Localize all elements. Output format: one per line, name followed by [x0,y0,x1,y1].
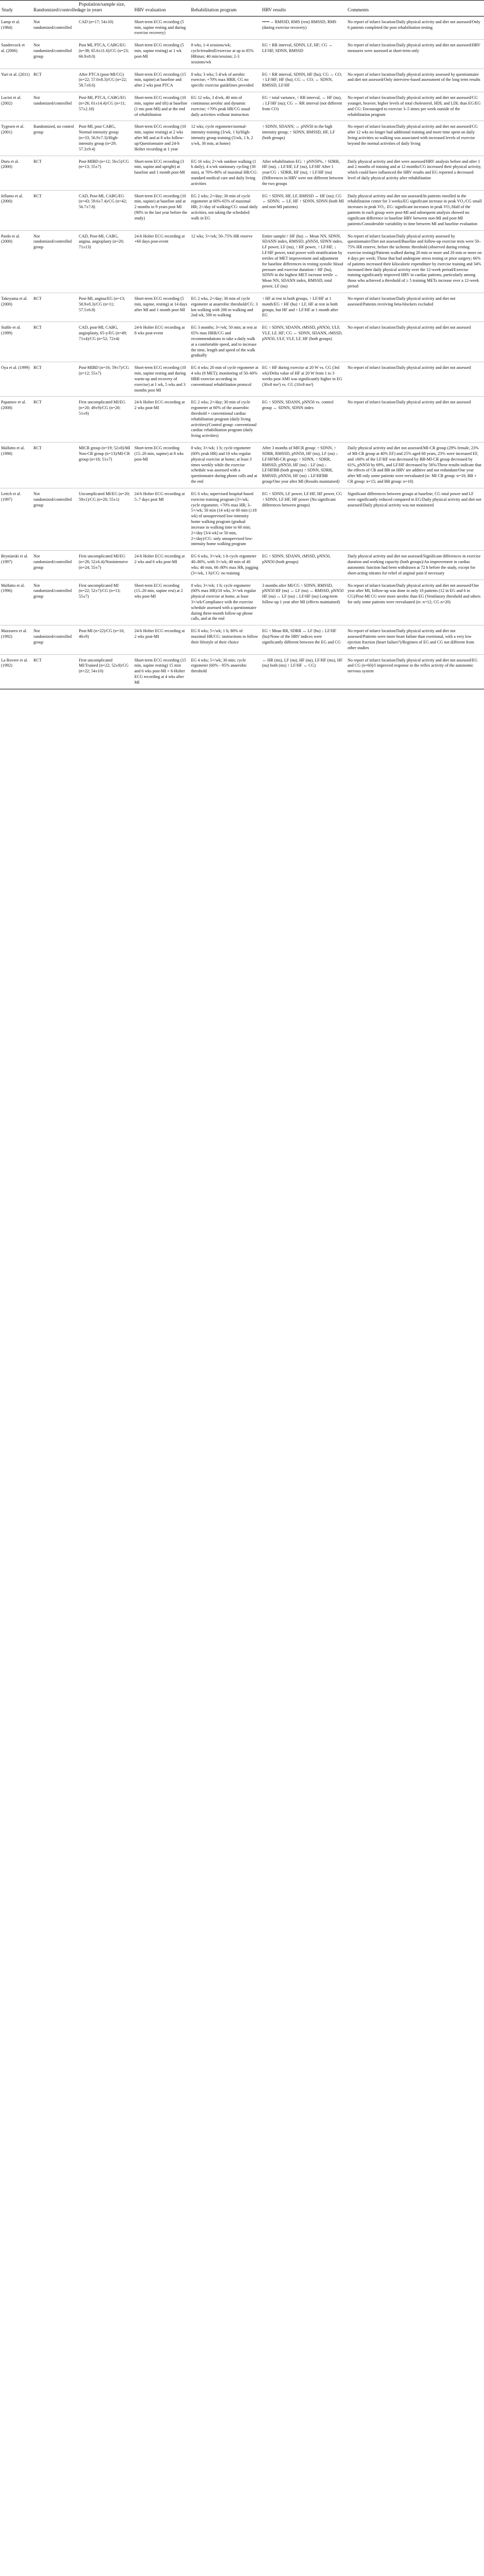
cell-study: Bryniarski et al. (1997) [0,551,32,580]
table-row [0,121,484,156]
table-row [0,92,484,121]
cell-study: Pardo et al. (2000) [0,230,32,293]
cell-hrv-evaluation: 24-h Holter ECG recording at +60 days post-event [133,230,189,293]
cell-hrv-evaluation: Short-term ECG recording (5 min, supine resting) at 1 wk post-MI [133,40,189,69]
cell-population: Uncomplicated MI/EG (n=20; 59±1)/CG (n=20; 55±1) [77,488,133,550]
cell-rehabilitation: 8 wks; 3 wks; 5 d/wk of aerobic exercise; +70% max HRR; CG no specific exercise guidelines provided [189,69,261,92]
table-row [0,322,484,362]
cell-population: CAD, post-MI, CABG, angioplasty, 65-y/EG (n=49; 71±4)/CG (n=52; 72±4) [77,322,133,362]
cell-hrv-results: EG ↑ SDNN, HF, LF, RMSSD ↔ HF (nu); CG ↔ SDNN; ↔ LF, HF ↑ SDNN, SDNN (both MI and non-MI patients) [261,190,346,230]
cell-hrv-evaluation: Short-term ECG recording (10 min, supine and tilt) at baseline (1 mo post-MI) and at the end of rehabilitation [133,92,189,121]
header-population: Population/sample size, age in years [77,1,133,16]
cell-population: Post-MIBD (n=12; 56±5)/CG (n=13; 55±7) [77,156,133,190]
cell-study: Mazzuero et al. (1992) [0,625,32,654]
cell-rehabilitation: 8 wks, 1-4 sessions/wk; cycle/treadmill/exercise at up to 85% HRmax; 40 min/session; 2-3 sessions/wk [189,40,261,69]
cell-randomized: Not randomized/controlled group [32,230,77,293]
cell-randomized: RCT [32,69,77,92]
table-row [0,551,484,580]
cell-randomized: Not randomized/controlled group [32,580,77,625]
cell-hrv-results: After rehabilitation EG: ↑ pNN50%, ↑ SDRR, HF (nu), ↓ LF/HF, LF (nu), LF/HF After 1 year/CG ↓ SDRR, HF (nu), ↑ LF/HF (nu) (Differences in HRV were not different between the two groups [261,156,346,190]
cell-hrv-results: EG ↑ SDNN, SDANN, pNN50 vs. control group ↔ SDNN, SDNN index [261,397,346,443]
cell-hrv-evaluation: Short-term ECG recording (5 min, supine, resting) at 14 days after MI and 1 month post-MI [133,293,189,321]
cell-randomized: Not randomized/controlled group [32,40,77,69]
table-row [0,580,484,625]
header-comments: Comments [346,1,484,16]
cell-hrv-results: EG ↑ total variance, ↑ RR interval, ↔ HF (nu), ↓ LF/HF (nu); CG ↔ RR interval (not different from CO) [261,92,346,121]
cell-hrv-results: ↑ HF at rest in both groups, ↑ LF/HF at 1 month/EG ↑ HF (hu) ↑ LF, HF at rest in both groups, but HF and ↑ LF/HF at 1 month after EG [261,293,346,321]
cell-population: CAD, Post-MI, CABG, angina. angioplasty (n=20; 71±13) [77,230,133,293]
cell-study: Lamp et al. (1984) [0,16,32,39]
cell-population: After PTCA (post-MI/CG) (n=22; 57.0±8.3)/CG (n=22; 58.7±8.6) [77,69,133,92]
table-row [0,156,484,190]
cell-comments: Daily physical activity and diet not assessed/Significant differences in exercise duration and working capacity (both groups)/An improvement in cardiac autonomic function had been withdrawn at 72 h before the study, except for short-acting nitrates for relief of anginal pain if necessary [346,551,484,580]
cell-rehabilitation: EG 2 wks; 2×/day; 30 min of cycle ergometer at 60% of the anaerobic threshold + conventional cardiac rehabilitation program (daily living activities)/Control group: conventional cardiac rehabilitation program (daily living activities) [189,397,261,443]
table-row [0,230,484,293]
cell-hrv-results: EG ↑ SDNN, SDANN, rMSSD, pNN50, ULF, VLF, LF, HF; CG ↔ SDNN, SDANN, rMSSD, pNN50, ULF, VLF, LF, HF (both groups) [261,322,346,362]
table-row [0,488,484,550]
cell-study: Yuri et al. (2011) [0,69,32,92]
table-row [0,190,484,230]
table-row [0,443,484,488]
table-header [0,1,484,16]
cell-study: Lucini et al. (2002) [0,92,32,121]
cell-study: Papamov et al. (2008) [0,397,32,443]
cell-population: Post MI, PTCA, CABG/EG (n=38; 65.6±11.6)/CG (n=23; 66.9±8.0) [77,40,133,69]
table-row [0,40,484,69]
cell-rehabilitation: EG 6 wks; supervised hospital-based exercise training program (3×/wk; cycle ergometer, +70% max HR; 3–5×/wk; 50 min (14 wk) or 60 min (≥18 wk) of unsupervised low-intensity home walking program (gradual increase in walking time to 60 min; 2×/day [3/4 wk] or 50 min, 2×/day)/CG: only unsupervised low-intensity home walking program [189,488,261,550]
cell-population: Post-MIBD (n=16; 59±7)/CG (n=12; 55±7) [77,362,133,397]
cell-hrv-evaluation: Short-term ECG recording (15 min, supine) at baseline and after 2 wks post PTCA [133,69,189,92]
cell-rehabilitation: EG 2 wks, 2×/day; 30 min of cycle ergometer at anaerobic threshold/CG: 3 km walking with 200 m walking and 2nd wk, 500 m walking [189,293,261,321]
cell-rehabilitation: EG 6 wks, 3×/wk; 1-h cycle ergometer 40–80%, with 3×/wk; 40 min of 40 wks; 40 min, 60–80% max HR, jogging (3×/wk, 1 h)/CG: no training [189,551,261,580]
header-row [0,1,484,16]
cell-comments: No report of infarct location/Daily physical activity and diet not assessed/Patients receiving beta-blockers excluded [346,293,484,321]
cell-hrv-results: EG ↑ Mean RR, SDRR ↔ LF (hu) ↓ LF/HF (hu)/None of the HRV indices were significantly different between the EG and CG [261,625,346,654]
cell-study: Malfatto et al. (1996) [0,580,32,625]
cell-hrv-results: EG ↑ RR interval, SDNN, HF (hu); CG ↔ CO; ↑ LF/HF; HF (hu); CG ↔ CO; ↔ SDNN, RMSSD, LF/HF [261,69,346,92]
cell-comments: No report of infarct location/Daily physical activity and diet not assessed [346,322,484,362]
cell-study: Sandercock et al. (2006) [0,40,32,69]
cell-population: First uncomplicated MI (n=22; 52±7)/CG (n=13; 55±7) [77,580,133,625]
cell-rehabilitation [189,16,261,39]
cell-hrv-results: EG ↑ SDNN, LF power, LF:HF, HF power, CG ↑ SDNN, LF:HF, HF power (No significant differences between groups) [261,488,346,550]
cell-hrv-evaluation: Short-term ECG recording (10 min, supine resting) at 2 wks after MI and at 8 wks follow-up/Questionnaire and 24-h Holter recording at 1 year [133,121,189,156]
cell-comments: Daily physical activity and diet were assessed/HRV analysis before and after 1 and 2 months of training and at 12 months/CG increased their physical activity, which could have influenced the HRV results and EG reported a decreased level of daily physical activity after rehabilitation [346,156,484,190]
table-body [0,16,484,689]
cell-randomized: Not randomized/controlled [32,92,77,121]
cell-randomized: RCT [32,362,77,397]
cell-hrv-evaluation: Short-term ECG recording (15–20 min, supine) at 8 wks post-MI [133,443,189,488]
cell-population: CAD, Post-MI, CABG/EG (n=43; 59.6±7.4)/CG (n=42; 56.7±7.8) [77,190,133,230]
cell-study: Leitch et al. (1997) [0,488,32,550]
table-row [0,293,484,321]
cell-study: Takeyama et al. (2000) [0,293,32,321]
cell-randomized: RCT [32,443,77,488]
header-rehabilitation: Rehabilitation program [189,1,261,16]
cell-comments: Significant differences between groups at baseline; CG total power and LF were significantly reduced compared to EG/Daily physical activity and diet not assessed/Daily physical activity was not monitored [346,488,484,550]
cell-hrv-evaluation: Short-term ECG recording (15–20 min, supine rest) at 2 wks post-MI [133,580,189,625]
cell-rehabilitation: 12 wks; cycle ergometer/normal-intensity training (3/wk, 1 h)/High-intensity group training (5/wk, 1 h, 2 x/wk, 30 min, at home) [189,121,261,156]
cell-randomized: Not randomized/controlled group [32,551,77,580]
cell-randomized: RCT [32,654,77,689]
cell-population: Post-MI, PTCA, CABG/EG (n=26; 61±14.4)/CG (n=11; 57±2.18) [77,92,133,121]
cell-population: MICR group (n=19; 52±8)/MI Non-CR group (n=13)/MI-CR group (n=16; 51±7) [77,443,133,488]
cell-hrv-evaluation: 24-h Holter ECG recording at 5–7 days post MI [133,488,189,550]
cell-hrv-evaluation: Short-term ECG recording (10 min, supine) at baseline and at 2 months to 9 years post MI (90% in the last year before the study) [133,190,189,230]
cell-population: Post-MI (n=22)/CG (n=16; 46±9) [77,625,133,654]
cell-rehabilitation: 8 wks; 3×/wk; 1 h; cycle ergometer (60% peak HR) and 10 wks regular physical exercise at home; at least 3 times weekly while the exercise schedule was assessed with a questionnaire during phone calls and at the end [189,443,261,488]
table-row [0,625,484,654]
cell-hrv-evaluation: 24-h Holter ECG recording at 2 wks and 6 wks post-MI [133,551,189,580]
cell-comments: No report of infarct location/Daily physical activity and diet not assessed/CG younger, heavier, higher levels of total cholesterol, HDL and LDL than EG/EG and CG: Encouraged to exercise 3–5 times per week outside of the rehabilitation program [346,92,484,121]
header-study: Study [0,1,32,16]
cell-hrv-evaluation: Short-term ECG recording (10 min, supine resting and during warm-up and recovery of exercise) at 1 wk, 5 wks and 3 months post MI [133,362,189,397]
cell-comments: No report of infarct location/Daily physical activity and diet not assessed/HRV measures were assessed at short-term only [346,40,484,69]
cell-randomized: RCT [32,190,77,230]
cell-rehabilitation: 12 wks; 3×/wk; 50–75% HR reserve [189,230,261,293]
cell-randomized: Not randomized/controlled [32,16,77,39]
cell-study: Iellamo et al. (2000) [0,190,32,230]
cell-rehabilitation: EG 12 wks, 3 d/wk, 40 min of continuous aerobic and dynamic exercise; +70% peak HR/CG usual daily activities without instruction [189,92,261,121]
table-row [0,16,484,39]
header-randomized: Randomized/controlled [32,1,77,16]
cell-rehabilitation: EG 8 wks; 5×/wk; 1 h; 80% of maximal HR/CG: instructions to follow their lifestyle of their choice [189,625,261,654]
cell-hrv-results: EG ↑ RR interval, SDNN, LF, HF; CG ↔ LF/HF, SDNN, RMSSD [261,40,346,69]
cell-comments: No report of infarct location/Daily physical activity and diet not assessed/CG after 12 wks no longer had additional training and more time spent on daily living activities so walking was associated with increased levels of exercise beyond the normal activities of daily living [346,121,484,156]
cell-study: Tygesen et al. (2001) [0,121,32,156]
cell-randomized: Not randomized/controlled group [32,488,77,550]
cell-comments: Daily physical activity and diet not assessed/MI-CR group (29% female, 23% of MI-CR group at 40% EF) and 25% aged 60 years, 23% were increased EF, and ≥60% of the LF/HF was decreased by BB-MI-CR group decreased by 61%, pNN50 by 69%, and LF/HF decreased by 56%/These results indicate that the effects of CR and BB on HRV are additive and not redundant/One year after MI only some patients were reevaluated (ie: MI CR group: n=10; BB + CR group: n=15; and BB group: n=10) [346,443,484,488]
cell-rehabilitation: 8 wks; 3×/wk; 1 h; cycle ergometer (60% max HR)/10 wks, 3×/wk regular physical exercise at home, at least 3×/wk/Compliance with the exercise schedule assessed with a questionnaire during three-month follow-up phone calls, and at the end [189,580,261,625]
table-row [0,654,484,689]
cell-study: Oya et al. (1999) [0,362,32,397]
cell-study: La Rovere et al. (1992) [0,654,32,689]
cell-hrv-evaluation: 24-h Holter ECG recording at 2 wks post-MI [133,397,189,443]
cell-population: First uncomplicated MI/EG (n=28; 52±6.4)/Nonintensive (n=24; 55±7) [77,551,133,580]
cell-randomized: RCT [32,293,77,321]
cell-hrv-evaluation: 24-h Holter ECG recording at 2 wks post-MI [133,625,189,654]
cell-hrv-results: ↑ SDNN, SDANN; ↔ pNN50 in the high intensity group; ↑ SDNN, RMSSD, HF, LF (both groups) [261,121,346,156]
cell-comments: No report of infarct location/Daily physical activity and diet not assessed/EG and CG (n=60)/I improved response in the reflex activity of the autonomic nervous system [346,654,484,689]
cell-hrv-results: •••••→ RMSSD, RMS (rest) RMSSD, RMS (during exercise recovery) [261,16,346,39]
cell-rehabilitation: EG 16 wks; 2×/wk outdoor walking (1 h daily), 4 x/wk stationary cycling (30 min), at 70%-80% of maximal HR/CG: standard medical care and daily living activities [189,156,261,190]
cell-comments: No report of infarct location/Daily physical activity and diet not assessed/Only 6 patients completed the post rehabilitation testing [346,16,484,39]
cell-comments: No report of infarct location/Daily physical activity and diet not assessed/Patients were more heart failure than exertional, with a very low ejection fraction (heart failure?)/Regimen of EG and CG not different from other studies [346,625,484,654]
cell-rehabilitation: EG 2 wks; 2×/day; 30 min of cycle ergometer at 60%-65% of maximal HR; 2×/day of walking/CG: usual daily activities, not taking the scheduled walk in EG [189,190,261,230]
cell-hrv-results: After 3 months of MICR group: ↑ SDNN, ↑ SDRR, RMSSD, pNN50, HF (nu), LF (nu) ↓ LF/HFMI-CR group: ↑ SDNN, ↑ SDRR, RMSSD, pNN50, HF (nu) ↓ LF (nu) ↓ LF/HFBB (both groups) ↑ SDNN, SDRR, RMSSD, pNN50, HF (nu) ↓ LF/HFBB group/One year after MI (Results maintained) [261,443,346,488]
table-row [0,362,484,397]
cell-hrv-results: EG ↑ HF during exercise at 20 W vs. CG (3rd wk)/Delta value of HF at 20 W from 1 to 3 weeks post AMI was significantly higher in EG (30±8 ms²) vs. CG (10±8 ms²) [261,362,346,397]
header-hrv-results: HRV results [261,1,346,16]
cell-rehabilitation: EG 3 months; 3×/wk; 50 min; at rest at 65% max HRR/CG and recommendations to take a daily walk at a comfortable speed, and to increase the time, length and speed of the walk gradually [189,322,261,362]
cell-population: Post-MI, post CABG, Normal-intensity group (n=33; 56.9±7.3)/High-intensity group (n=29; 57.3±9.4) [77,121,133,156]
cell-hrv-results: ↔ HR (ms), LF (nu), HF (nu), LF/HF (ms), HF (nu) both (ms) ↑ LF/HF ↔ CG) [261,654,346,689]
cell-randomized: RCT [32,322,77,362]
cell-population: First uncomplicated MI/EG (n=20; 49±9)/CG (n=20; 51±9) [77,397,133,443]
cell-hrv-results: Entire sample:↑ HF (hu) ↔ Mean NN, SDNN, SDANN index, RMSSD, pNN50, SDNN index, LF power, LF (nu), ↑ HF power, ↑ LF/HF, ↓ LF/HF power, total power with stratification by tertiles of MET improvement and adjustment for baseline differences in resting systolic blood pressure and exercise duration:↑ HF (hu), SDNN in the highest MET increase tertile ↔ Mean NN, SDANN index, RMSSD, total power, LF (nu) [261,230,346,293]
cell-comments: No report of infarct location/Daily physical activity and diet not assessed [346,397,484,443]
hrv-studies-table [0,0,484,689]
cell-rehabilitation: EG 4 wks; 5×/wk; 30 min; cycle ergometer (60% - 95% anaerobic threshold [189,654,261,689]
cell-randomized: RCT [32,156,77,190]
cell-hrv-evaluation: 24-h Holter ECG recording at 8 wks post-event [133,322,189,362]
cell-population: CAD (n=17; 54±10) [77,16,133,39]
cell-study: Malfatto et al. (1998) [0,443,32,488]
cell-randomized: RCT [32,397,77,443]
cell-comments: No report of infarct location/Daily physical activity assessed by questionnaire/Diet not assessed/Baseline and follow-up exercise tests were 50–75% HR reserve, before the ischemic threshold (observed during resting exercise testing)/Patients walked during 20 min or more and 20 min or more on 4 days per week; Those that had undergone stress testing or prior surgery; 66% of patients increased their kilocalorie expenditure by exercise training and 34% increased their daily physical activity over the 12-week period/Exercise training significantly improved HRV in cardiac patients, particularly among those who achieved a threshold of ≥ 5 training METs increase over a 12-week period [346,230,484,293]
cell-comments: No report of infarct location/Daily physical activity and diet not assessed/One year after MI, follow-up was done in only 10 patients (12 in EG and 6 in CG)/Post-MI CG were more aerobic than EG (Ventilatory threshold and others for only some patients were reevaluated (ie: n=12; CG n=20) [346,580,484,625]
cell-hrv-results: EG ↑ SDNN, SDANN, rMSSD, pNN50, pNN50 (both groups) [261,551,346,580]
cell-study: Stahle et al. (1999) [0,322,32,362]
cell-population: Post-MI, angina/EG (n=13; 58.9±8.3)/CG (n=11; 57.5±6.8) [77,293,133,321]
cell-hrv-evaluation: Short-term ECG recording (5 min, supine resting and during exercise recovery) [133,16,189,39]
cell-hrv-evaluation: Short-term ECG recording (3 min, supine and upright) at baseline and 1 month post-MI [133,156,189,190]
cell-randomized: Not randomized/controlled group [32,625,77,654]
table-row [0,397,484,443]
cell-study: Duru et al. (2000) [0,156,32,190]
header-hrv-evaluation: HRV evaluation [133,1,189,16]
cell-population: First uncomplicated MI/Trained (n=22; 52±8)/CG (n=22; 54±10) [77,654,133,689]
cell-hrv-results: 3 months after MI/CG ↑ SDNN, RMSSD, pNN50 HF (nu) ↔ LF (nu) ↔ RMSSD, pNN50 HF (nu) ↔ LF (nu) ↓ LF/HF (nu) Long-term follow-up 1 year after MI (effects maintained) [261,580,346,625]
cell-hrv-evaluation: Short-term ECG recording (15 min, supine resting) 15 min and 6 wks post-MI + 6-Holter ECG recording at 4 wks after MI [133,654,189,689]
cell-rehabilitation: EG 4 wks; 20 min of cycle ergometer at 4 wks (8 MET); monitoring of 50–60% HRR exercise according to conventional rehabilitation protocol [189,362,261,397]
table-row [0,69,484,92]
cell-comments: No report of infarct location/Daily physical activity and diet not assessed [346,362,484,397]
cell-comments: Daily physical activity and diet not assessed/In patients enrolled in the rehabilitation center for 3 weeks/EG significant increase in peak VO₂/CG small increases in peak VO₂. EG: significant increases in peak VO₂/Half of the patients in each group were post-MI and subsequent analysis showed no significant difference in baseline HRV between non-MI and post-MI patients/Considerable variability in time between MI and baseline evaluation [346,190,484,230]
cell-randomized: Randomized, no control group [32,121,77,156]
cell-comments: No report of infarct location/Daily physical activity assessed by questionnaire and diet not assessed/Only interview-based assessment of the long term results [346,69,484,92]
